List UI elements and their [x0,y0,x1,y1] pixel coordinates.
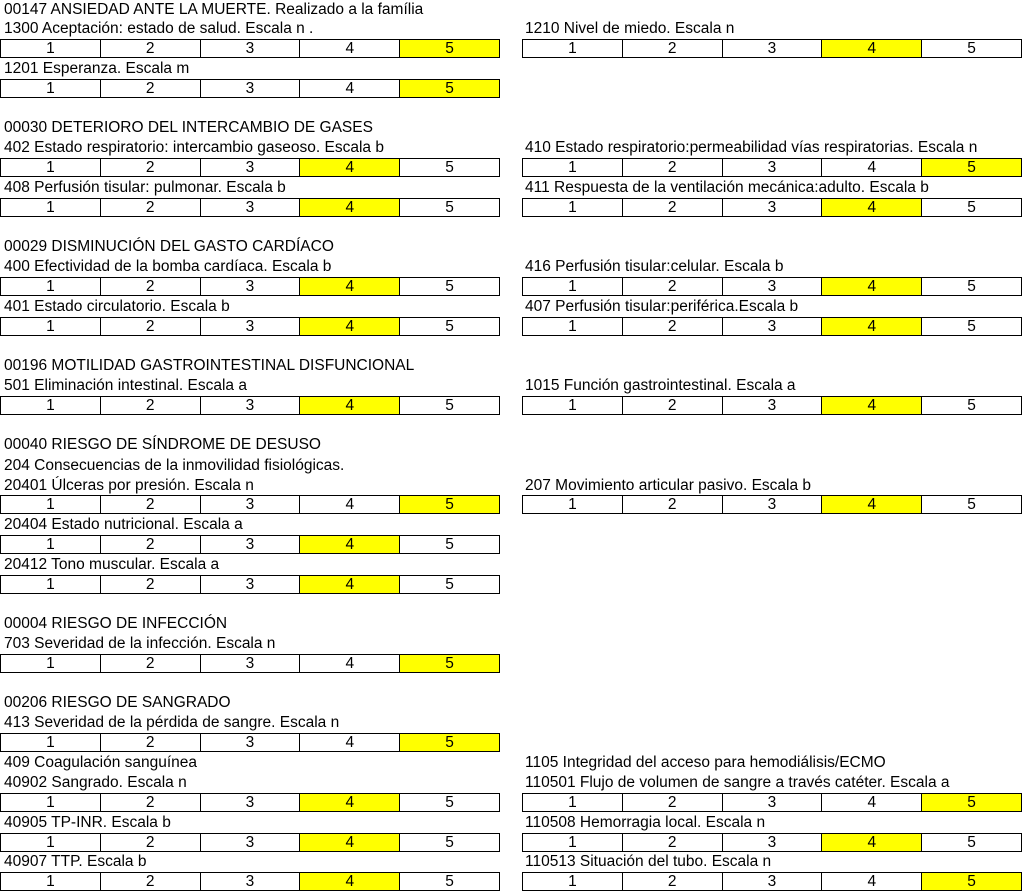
scale-cell-1[interactable]: 1 [46,318,55,335]
scale-cell-3[interactable]: 3 [722,397,822,414]
scale-cell-3[interactable]: 3 [200,834,300,851]
likert-scale [0,79,500,98]
likert-scale [0,396,500,415]
scale-cell-4[interactable]: 4 [299,834,399,851]
scale-cell-1[interactable]: 1 [46,873,55,890]
scale-cell-1[interactable]: 1 [46,536,55,553]
scale-cell-4[interactable]: 4 [299,496,399,513]
outcome-label: 1015 Función gastrointestinal. Escala a [525,377,796,394]
scale-cell-4[interactable]: 4 [821,834,921,851]
scale-cell-2[interactable]: 2 [100,397,200,414]
scale-cell-1[interactable]: 1 [46,834,55,851]
scale-cell-2[interactable]: 2 [622,159,722,176]
scale-cell-1[interactable]: 1 [568,278,577,295]
scale-cell-5[interactable]: 5 [399,794,499,811]
scale-cell-3[interactable]: 3 [200,159,300,176]
outcome-label: 411 Respuesta de la ventilación mecánica:adulto. Escala b [525,179,929,196]
scale-cell-1[interactable]: 1 [46,397,55,414]
scale-cell-3[interactable]: 3 [722,278,822,295]
likert-scale [522,39,1022,58]
scale-cell-4[interactable]: 4 [821,278,921,295]
scale-cell-3[interactable]: 3 [722,199,822,216]
likert-scale [0,535,500,554]
scale-cell-1[interactable]: 1 [568,318,577,335]
scale-cell-3[interactable]: 3 [722,318,822,335]
scale-cell-2[interactable]: 2 [622,40,722,57]
scale-cell-2[interactable]: 2 [100,40,200,57]
scale-cell-4[interactable]: 4 [821,40,921,57]
scale-cell-4[interactable]: 4 [299,397,399,414]
likert-scale [0,495,500,514]
scale-cell-3[interactable]: 3 [200,536,300,553]
scale-cell-2[interactable]: 2 [100,655,200,672]
likert-scale [0,733,500,752]
scale-cell-5[interactable]: 5 [399,199,499,216]
scale-cell-2[interactable]: 2 [622,834,722,851]
scale-cell-3[interactable]: 3 [200,278,300,295]
scale-cell-4[interactable]: 4 [299,536,399,553]
outcome-label: 407 Perfusión tisular:periférica.Escala b [525,298,799,315]
scale-cell-1[interactable]: 1 [46,80,55,97]
scale-cell-3[interactable]: 3 [200,576,300,593]
scale-cell-1[interactable]: 1 [46,199,55,216]
likert-scale [522,158,1022,177]
scale-cell-3[interactable]: 3 [722,873,822,890]
scale-cell-2[interactable]: 2 [100,159,200,176]
scale-cell-1[interactable]: 1 [46,159,55,176]
scale-cell-1[interactable]: 1 [46,278,55,295]
likert-scale [522,396,1022,415]
scale-cell-5[interactable]: 5 [399,80,499,97]
diagnosis-heading: 00196 MOTILIDAD GASTROINTESTINAL DISFUNCIONAL [4,357,415,374]
scale-cell-2[interactable]: 2 [100,734,200,751]
scale-cell-3[interactable]: 3 [722,159,822,176]
scale-cell-1[interactable]: 1 [46,40,55,57]
scale-cell-4[interactable]: 4 [821,397,921,414]
scale-cell-5[interactable]: 5 [399,576,499,593]
scale-cell-5[interactable]: 5 [399,734,499,751]
scale-cell-3[interactable]: 3 [200,794,300,811]
scale-cell-5[interactable]: 5 [921,318,1021,335]
scale-cell-3[interactable]: 3 [200,496,300,513]
scale-cell-1[interactable]: 1 [568,834,577,851]
scale-cell-2[interactable]: 2 [100,536,200,553]
scale-cell-5[interactable]: 5 [921,159,1021,176]
scale-cell-1[interactable]: 1 [46,734,55,751]
scale-cell-5[interactable]: 5 [921,873,1021,890]
scale-cell-4[interactable]: 4 [299,734,399,751]
outcome-label: 401 Estado circulatorio. Escala b [4,298,230,315]
outcome-label: 110501 Flujo de volumen de sangre a través catéter. Escala a [525,774,950,791]
scale-cell-5[interactable]: 5 [921,834,1021,851]
scale-cell-4[interactable]: 4 [299,655,399,672]
scale-cell-3[interactable]: 3 [200,655,300,672]
diagnosis-heading: 00030 DETERIORO DEL INTERCAMBIO DE GASES [4,119,373,136]
outcome-label: 207 Movimiento articular pasivo. Escala b [525,477,812,494]
scale-cell-2[interactable]: 2 [100,496,200,513]
scale-cell-1[interactable]: 1 [568,199,577,216]
scale-cell-5[interactable]: 5 [399,318,499,335]
scale-cell-5[interactable]: 5 [921,199,1021,216]
scale-cell-2[interactable]: 2 [100,794,200,811]
outcome-label: 40907 TTP. Escala b [4,853,147,870]
likert-scale [0,654,500,673]
outcome-label: 110508 Hemorragia local. Escala n [525,814,766,831]
scale-cell-1[interactable]: 1 [568,873,577,890]
likert-scale [0,198,500,217]
scale-cell-1[interactable]: 1 [568,159,577,176]
scale-cell-2[interactable]: 2 [100,199,200,216]
scale-cell-3[interactable]: 3 [722,794,822,811]
likert-scale [0,872,500,891]
likert-scale [0,158,500,177]
outcome-label: 1300 Aceptación: estado de salud. Escala n . [4,20,314,37]
scale-cell-3[interactable]: 3 [200,397,300,414]
scale-cell-4[interactable]: 4 [821,318,921,335]
scale-cell-4[interactable]: 4 [821,496,921,513]
scale-cell-3[interactable]: 3 [722,834,822,851]
likert-scale [522,872,1022,891]
scale-cell-4[interactable]: 4 [299,40,399,57]
scale-cell-1[interactable]: 1 [46,794,55,811]
outcome-label: 20412 Tono muscular. Escala a [4,556,220,573]
likert-scale [0,277,500,296]
likert-scale [522,317,1022,336]
scale-cell-4[interactable]: 4 [299,318,399,335]
diagnosis-heading: 00040 RIESGO DE SÍNDROME DE DESUSO [4,436,321,453]
outcome-label: 204 Consecuencias de la inmovilidad fisiológicas. [4,457,345,474]
diagnosis-heading: 00029 DISMINUCIÓN DEL GASTO CARDÍACO [4,238,334,255]
scale-cell-5[interactable]: 5 [399,40,499,57]
outcome-label: 1210 Nivel de miedo. Escala n [525,20,735,37]
likert-scale [522,495,1022,514]
outcome-label: 110513 Situación del tubo. Escala n [525,853,772,870]
scale-cell-4[interactable]: 4 [299,278,399,295]
scale-cell-4[interactable]: 4 [299,80,399,97]
scale-cell-1[interactable]: 1 [568,794,577,811]
likert-scale [0,39,500,58]
likert-scale [522,833,1022,852]
scale-cell-1[interactable]: 1 [568,397,577,414]
scale-cell-4[interactable]: 4 [821,159,921,176]
scale-cell-2[interactable]: 2 [622,318,722,335]
scale-cell-3[interactable]: 3 [722,496,822,513]
scale-cell-1[interactable]: 1 [46,576,55,593]
outcome-label: 20404 Estado nutricional. Escala a [4,516,243,533]
likert-scale [522,198,1022,217]
scale-cell-5[interactable]: 5 [921,794,1021,811]
scale-cell-5[interactable]: 5 [399,834,499,851]
scale-cell-3[interactable]: 3 [200,318,300,335]
scale-cell-2[interactable]: 2 [100,834,200,851]
outcome-label: 501 Eliminación intestinal. Escala a [4,377,247,394]
scale-cell-3[interactable]: 3 [200,734,300,751]
scale-cell-2[interactable]: 2 [622,794,722,811]
scale-cell-1[interactable]: 1 [46,496,55,513]
scale-cell-4[interactable]: 4 [299,159,399,176]
outcome-label: 408 Perfusión tisular: pulmonar. Escala b [4,179,286,196]
scale-cell-4[interactable]: 4 [821,199,921,216]
scale-cell-2[interactable]: 2 [100,873,200,890]
outcome-label: 40902 Sangrado. Escala n [4,774,187,791]
scale-cell-5[interactable]: 5 [399,655,499,672]
scale-cell-1[interactable]: 1 [46,655,55,672]
outcome-label: 703 Severidad de la infección. Escala n [4,635,276,652]
likert-scale [522,793,1022,812]
scale-cell-4[interactable]: 4 [821,873,921,890]
outcome-label: 40905 TP-INR. Escala b [4,814,171,831]
outcome-label: 400 Efectividad de la bomba cardíaca. Escala b [4,258,332,275]
outcome-label: 410 Estado respiratorio:permeabilidad vías respiratorias. Escala n [525,139,978,156]
scale-cell-2[interactable]: 2 [622,496,722,513]
scale-cell-4[interactable]: 4 [299,576,399,593]
scale-cell-5[interactable]: 5 [399,496,499,513]
outcome-label: 413 Severidad de la pérdida de sangre. Escala n [4,714,340,731]
scale-cell-3[interactable]: 3 [200,873,300,890]
outcome-label: 20401 Úlceras por presión. Escala n [4,477,254,494]
diagnosis-heading: 00147 ANSIEDAD ANTE LA MUERTE. Realizado a la família [4,1,424,18]
outcome-label: 1201 Esperanza. Escala m [4,60,190,77]
scale-cell-4[interactable]: 4 [299,873,399,890]
scale-cell-5[interactable]: 5 [921,40,1021,57]
likert-scale [0,575,500,594]
outcome-label: 402 Estado respiratorio: intercambio gaseoso. Escala b [4,139,384,156]
scale-cell-2[interactable]: 2 [622,199,722,216]
scale-cell-3[interactable]: 3 [200,199,300,216]
scale-cell-1[interactable]: 1 [568,496,577,513]
outcome-label: 1105 Integridad del acceso para hemodiálisis/ECMO [525,754,886,771]
scale-cell-5[interactable]: 5 [399,397,499,414]
scale-cell-4[interactable]: 4 [299,794,399,811]
likert-scale [522,277,1022,296]
diagnosis-heading: 00004 RIESGO DE INFECCIÓN [4,615,228,632]
scale-cell-5[interactable]: 5 [921,278,1021,295]
scale-cell-2[interactable]: 2 [100,80,200,97]
scale-cell-5[interactable]: 5 [921,397,1021,414]
likert-scale [0,833,500,852]
scale-cell-3[interactable]: 3 [722,40,822,57]
scale-cell-5[interactable]: 5 [399,278,499,295]
scale-cell-2[interactable]: 2 [622,278,722,295]
scale-cell-3[interactable]: 3 [200,40,300,57]
outcome-label: 416 Perfusión tisular:celular. Escala b [525,258,784,275]
scale-cell-5[interactable]: 5 [399,873,499,890]
scale-cell-5[interactable]: 5 [921,496,1021,513]
scale-cell-4[interactable]: 4 [299,199,399,216]
scale-cell-2[interactable]: 2 [622,873,722,890]
diagnosis-heading: 00206 RIESGO DE SANGRADO [4,694,231,711]
likert-scale [0,317,500,336]
likert-scale [0,793,500,812]
scale-cell-4[interactable]: 4 [821,794,921,811]
scale-cell-2[interactable]: 2 [622,397,722,414]
scale-cell-2[interactable]: 2 [100,278,200,295]
scale-cell-2[interactable]: 2 [100,318,200,335]
outcome-label: 409 Coagulación sanguínea [4,754,198,771]
scale-cell-5[interactable]: 5 [399,536,499,553]
scale-cell-3[interactable]: 3 [200,80,300,97]
scale-cell-5[interactable]: 5 [399,159,499,176]
scale-cell-1[interactable]: 1 [568,40,577,57]
scale-cell-2[interactable]: 2 [100,576,200,593]
